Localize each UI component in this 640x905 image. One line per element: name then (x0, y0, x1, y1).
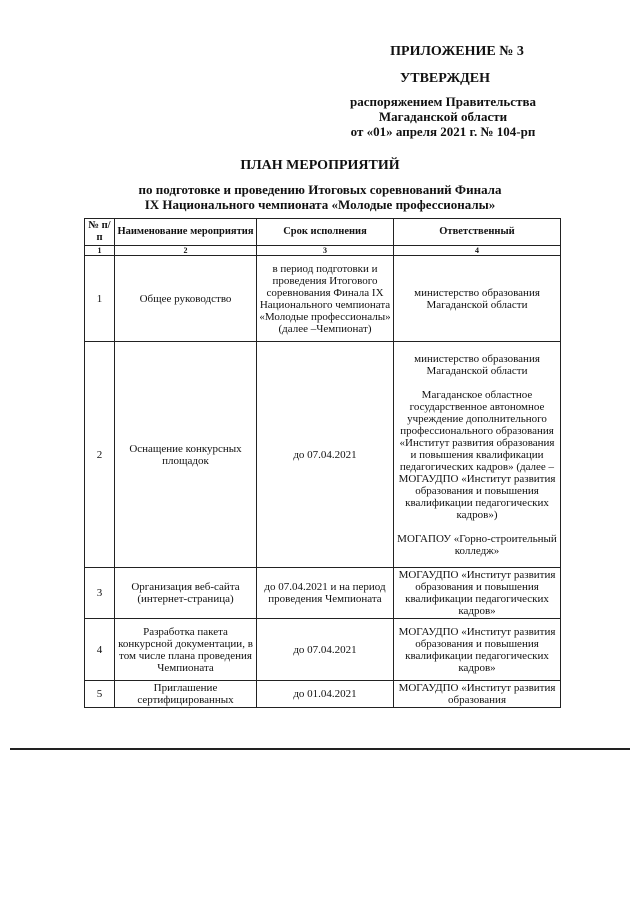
row-deadline: до 07.04.2021 (257, 619, 394, 681)
table-row (85, 619, 561, 681)
approval-line-3: от «01» апреля 2021 г. № 104-рп (350, 124, 536, 139)
responsible-entry: МОГАУДПО «Институт развития образования и повышения квалификации педагогических кадров» (398, 625, 556, 674)
row-deadline: до 01.04.2021 (257, 681, 394, 708)
row-responsible (394, 681, 561, 708)
appendix-number: ПРИЛОЖЕНИЕ № 3 (390, 44, 524, 59)
page-divider (10, 748, 630, 750)
row-num: 1 (85, 256, 115, 342)
table-row (85, 342, 561, 568)
column-number: 2 (115, 246, 257, 256)
row-name: Организация веб-сайта (интернет-страница) (115, 568, 257, 619)
row-name: Оснащение конкурсных площадок (115, 342, 257, 568)
table-row (85, 681, 561, 708)
row-deadline: до 07.04.2021 и на период проведения Чемпионата (257, 568, 394, 619)
header-deadline: Срок исполнения (257, 219, 394, 246)
table-row (85, 256, 561, 342)
column-number: 1 (85, 246, 115, 256)
row-deadline: в период подготовки и проведения Итогового соревнования Финала IX Национального чемпионата «Молодые профессионалы» (далее –Чемпионат) (257, 256, 394, 342)
document-header (350, 44, 536, 139)
row-name: Общее руководство (115, 256, 257, 342)
row-deadline: до 07.04.2021 (257, 342, 394, 568)
column-number: 3 (257, 246, 394, 256)
row-num: 5 (85, 681, 115, 708)
plan-subtitle-1: по подготовке и проведению Итоговых соревнований Финала (138, 182, 502, 197)
header-num: № п/п (85, 219, 115, 246)
row-responsible (394, 342, 561, 568)
row-num: 3 (85, 568, 115, 619)
responsible-entry: министерство образования Магаданской области (414, 352, 540, 377)
responsible-entry: МОГАУДПО «Институт развития образования (398, 682, 556, 706)
column-number: 4 (394, 246, 561, 256)
table-row (85, 568, 561, 619)
responsible-entry: МОГАУДПО «Институт развития образования и повышения квалификации педагогических кадров» (398, 569, 556, 617)
row-num: 2 (85, 342, 115, 568)
approval-line-2: Магаданской области (378, 109, 508, 124)
row-num: 4 (85, 619, 115, 681)
row-name: Разработка пакета конкурсной документации, в том числе плана проведения Чемпионата (115, 619, 257, 681)
row-name: Приглашение сертифицированных (115, 681, 257, 708)
row-responsible (394, 256, 561, 342)
header-name: Наименование мероприятия (115, 219, 257, 246)
responsible-entry: министерство образования Магаданской области (414, 286, 540, 311)
row-responsible (394, 619, 561, 681)
row-responsible (394, 568, 561, 619)
document-title (90, 158, 550, 212)
plan-table (84, 218, 561, 708)
plan-subtitle-2: IX Национального чемпионата «Молодые профессионалы» (144, 197, 496, 212)
responsible-entry: МОГАПОУ «Горно-строительный колледж» (397, 532, 557, 557)
approved-label: УТВЕРЖДЕН (399, 71, 491, 86)
responsible-entry: Магаданское областное государственное автономное учреждение дополнительного профессионального образования «Институт развития образования и повышения квалификации педагогических кадров» (далее – МОГАУДПО «Институт развития образования и повышения квалификации педагогических кадров») (398, 388, 556, 521)
approval-line-1: распоряжением Правительства (350, 94, 536, 109)
header-responsible: Ответственный (394, 219, 561, 246)
plan-title: ПЛАН МЕРОПРИЯТИЙ (240, 158, 400, 173)
